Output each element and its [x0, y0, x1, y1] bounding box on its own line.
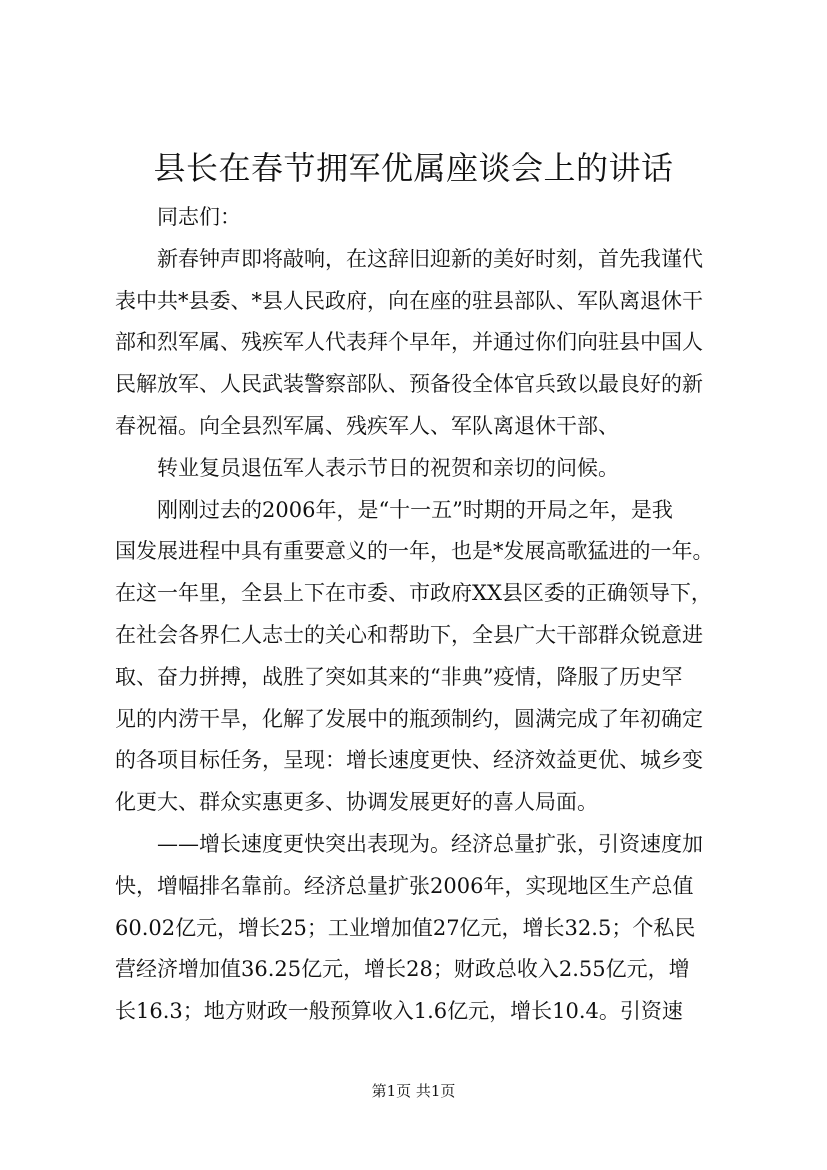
text-line: 刚刚过去的2006年，是“十一五”时期的开局之年，是我	[157, 497, 673, 522]
text-line: 同志们：	[157, 205, 241, 229]
page-title: 县长在春节拥军优属座谈会上的讲话	[153, 149, 674, 187]
page-footer: 第1页 共1页	[371, 1082, 456, 1100]
text-line: 春祝福。向全县烈军属、残疾军人、军队离退休干部、	[115, 413, 619, 438]
speech-body	[115, 197, 720, 1033]
text-line: ——增长速度更快突出表现为。经济总量扩张，引资速度加	[157, 831, 703, 856]
text-line: 在社会各界仁人志士的关心和帮助下，全县广大干部群众锐意进	[115, 622, 703, 647]
text-line: 60.02亿元，增长25；工业增加值27亿元，增长32.5；个私民	[115, 915, 696, 940]
text-line: 部和烈军属、残疾军人代表拜个早年，并通过你们向驻县中国人	[115, 330, 703, 355]
text-line: 营经济增加值36.25亿元，增长28；财政总收入2.55亿元，增	[115, 957, 690, 982]
text-line: 在这一年里，全县上下在市委、市政府XX县区委的正确领导下，	[115, 581, 712, 606]
text-line: 新春钟声即将敲响，在这辞旧迎新的美好时刻，首先我谨代	[157, 246, 703, 271]
text-line: 快，增幅排名靠前。经济总量扩张2006年，实现地区生产总值	[115, 873, 694, 898]
text-line: 见的内涝干旱，化解了发展中的瓶颈制约，圆满完成了年初确定	[115, 706, 703, 731]
text-line: 的各项目标任务，呈现：增长速度更快、经济效益更优、城乡变	[115, 748, 703, 773]
text-line: 长16.3；地方财政一般预算收入1.6亿元，增长10.4。引资速	[115, 999, 683, 1024]
text-line: 取、奋力拼搏，战胜了突如其来的“非典”疫情，降服了历史罕	[115, 664, 683, 689]
text-line: 民解放军、人民武装警察部队、预备役全体官兵致以最良好的新	[115, 372, 703, 397]
text-line: 国发展进程中具有重要意义的一年，也是*发展高歌猛进的一年。	[115, 539, 714, 564]
text-line: 化更大、群众实惠更多、协调发展更好的喜人局面。	[115, 790, 598, 815]
text-line: 表中共*县委、*县人民政府，向在座的驻县部队、军队离退休干	[115, 288, 703, 313]
text-line: 转业复员退伍军人表示节日的祝贺和亲切的问候。	[157, 455, 619, 480]
